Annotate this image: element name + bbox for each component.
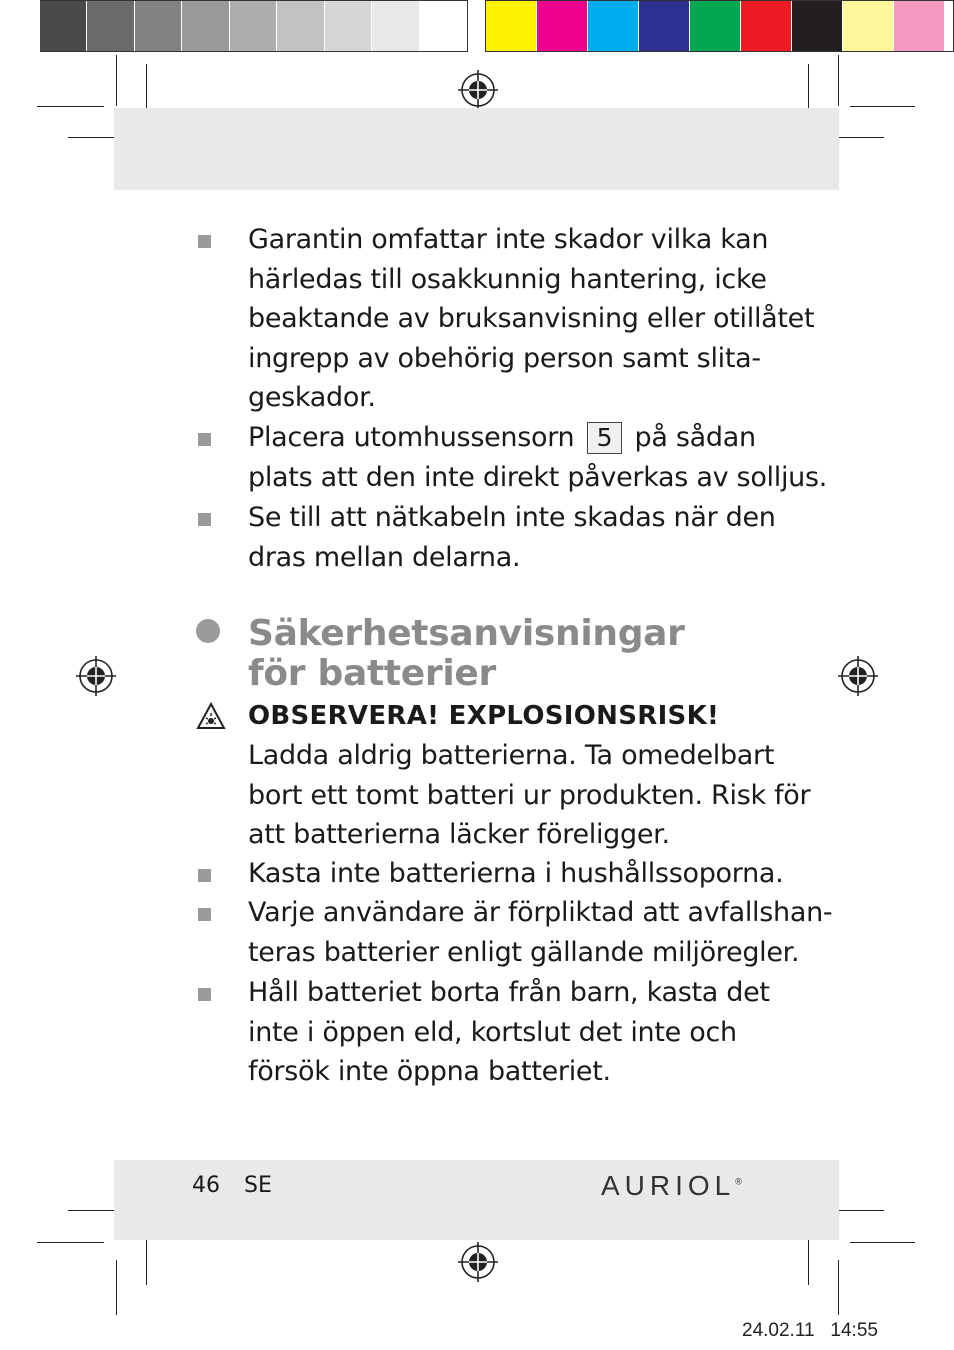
list-item bbox=[248, 418, 828, 497]
calibration-swatch bbox=[325, 1, 372, 51]
text-line bbox=[248, 418, 788, 458]
crop-mark bbox=[37, 1242, 104, 1243]
heading-bullet-icon bbox=[196, 619, 220, 643]
calibration-swatch bbox=[277, 1, 324, 51]
header-band bbox=[114, 108, 839, 190]
registration-mark-icon bbox=[838, 656, 878, 696]
section-heading bbox=[248, 614, 685, 694]
text-line: geskador. bbox=[248, 382, 376, 413]
color-calibration-bar bbox=[485, 0, 954, 52]
warning-title: OBSERVERA! EXPLOSIONSRISK! bbox=[248, 701, 720, 731]
crop-mark bbox=[37, 106, 104, 107]
calibration-swatch bbox=[843, 1, 894, 51]
calibration-swatch bbox=[40, 1, 87, 51]
calibration-swatch bbox=[87, 1, 134, 51]
page-number: 46 bbox=[192, 1173, 220, 1198]
text-line: dras mellan delarna. bbox=[248, 541, 521, 573]
registered-mark: ® bbox=[735, 1176, 742, 1187]
calibration-swatch bbox=[639, 1, 690, 51]
text-line: Garantin omfattar inte skador vilka kan bbox=[248, 224, 769, 255]
calibration-swatch bbox=[420, 1, 467, 51]
language-code: SE bbox=[244, 1173, 272, 1198]
calibration-swatch bbox=[372, 1, 419, 51]
text-line: Ladda aldrig batterierna. Ta omedelbart bbox=[248, 740, 775, 771]
text-line: bort ett tomt batteri ur produkten. Risk för bbox=[248, 779, 811, 811]
text-line: teras batterier enligt gällande miljöregler. bbox=[248, 936, 800, 968]
calibration-swatch bbox=[741, 1, 792, 51]
text-line: beaktande av bruksanvisning eller otillåtet bbox=[248, 303, 815, 334]
warning-text bbox=[248, 736, 811, 855]
registration-mark-icon bbox=[458, 70, 498, 110]
registration-mark-icon bbox=[76, 656, 116, 696]
text-segment: på sådan bbox=[634, 422, 756, 453]
text-line: Kasta inte batterierna i hushållssoporna. bbox=[248, 858, 784, 889]
list-item bbox=[248, 893, 833, 972]
text-segment: Placera utomhussensorn bbox=[248, 422, 575, 453]
list-item bbox=[248, 854, 788, 894]
text-line: plats att den inte direkt påverkas av solljus. bbox=[248, 461, 828, 493]
explosion-warning-icon bbox=[196, 702, 226, 730]
bullet-square bbox=[198, 235, 211, 248]
list-item bbox=[248, 498, 788, 577]
text-line: försök inte öppna batteriet. bbox=[248, 1056, 611, 1087]
text-line: Håll batteriet borta från barn, kasta det bbox=[248, 977, 770, 1008]
print-date: 24.02.11 bbox=[742, 1320, 815, 1341]
calibration-swatch bbox=[537, 1, 588, 51]
calibration-swatch bbox=[182, 1, 229, 51]
crop-mark bbox=[116, 55, 117, 106]
print-timestamp bbox=[742, 1320, 878, 1342]
text-line: härledas till osakkunnig hantering, icke bbox=[248, 263, 767, 295]
print-time: 14:55 bbox=[830, 1320, 878, 1341]
calibration-swatch bbox=[588, 1, 639, 51]
crop-mark bbox=[850, 1242, 915, 1243]
crop-mark bbox=[850, 106, 915, 107]
grayscale-calibration-bar bbox=[40, 0, 468, 52]
brand-name: AURIOL bbox=[601, 1170, 736, 1201]
text-line: Se till att nätkabeln inte skadas när den bbox=[248, 502, 776, 533]
component-reference-box: 5 bbox=[587, 422, 623, 454]
list-item bbox=[248, 220, 815, 418]
bullet-square bbox=[198, 513, 211, 526]
crop-mark bbox=[116, 1260, 117, 1315]
text-line: ingrepp av obehörig person samt slita- bbox=[248, 342, 761, 374]
registration-mark-icon bbox=[458, 1242, 498, 1282]
heading-line: för batterier bbox=[248, 653, 496, 694]
calibration-swatch bbox=[486, 1, 537, 51]
calibration-swatch bbox=[894, 1, 945, 51]
calibration-swatch bbox=[690, 1, 741, 51]
brand-logo bbox=[601, 1170, 742, 1202]
bullet-square bbox=[198, 988, 211, 1001]
list-item bbox=[248, 973, 788, 1092]
bullet-square bbox=[198, 869, 211, 882]
bullet-square bbox=[198, 908, 211, 921]
bullet-square bbox=[198, 433, 211, 446]
calibration-swatch bbox=[792, 1, 843, 51]
crop-mark bbox=[838, 1260, 839, 1315]
calibration-swatch bbox=[230, 1, 277, 51]
calibration-swatch bbox=[135, 1, 182, 51]
text-line: Varje användare är förpliktad att avfallshan- bbox=[248, 897, 833, 928]
heading-line: Säkerhetsanvisningar bbox=[248, 613, 685, 654]
text-line: inte i öppen eld, kortslut det inte och bbox=[248, 1016, 737, 1048]
crop-mark bbox=[838, 55, 839, 106]
text-line: att batterierna läcker föreligger. bbox=[248, 819, 670, 850]
